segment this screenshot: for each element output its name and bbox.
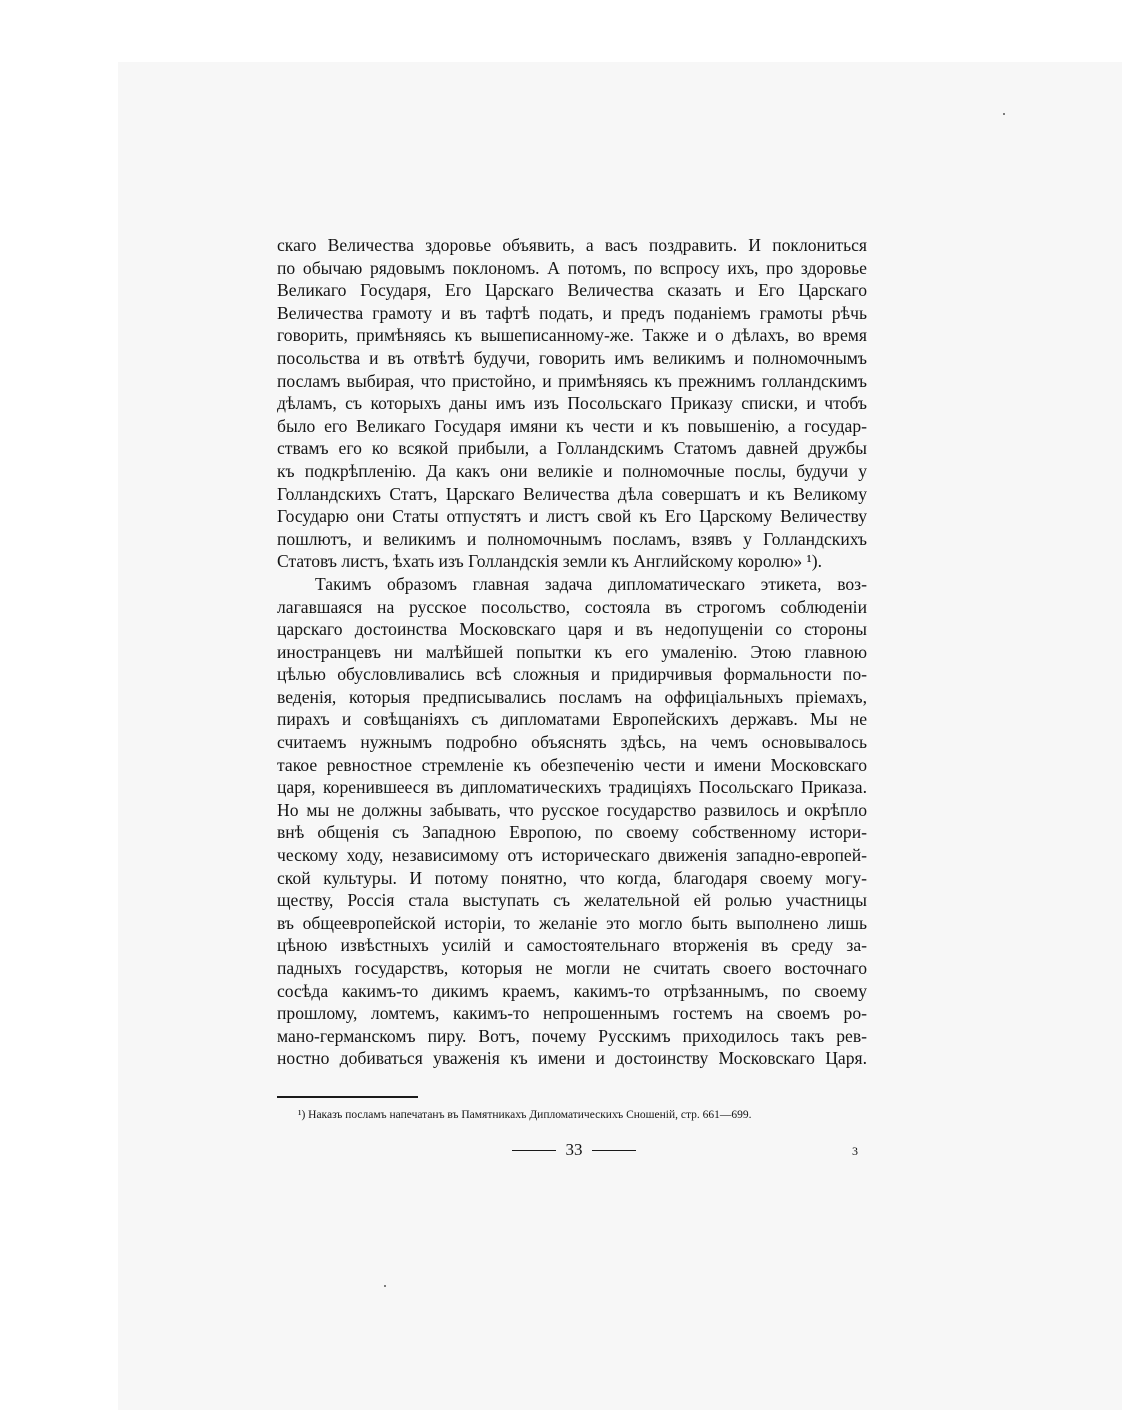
text-line: Величества грамоту и въ тафтѣ подать, и предъ поданіемъ грамоты рѣчь: [277, 302, 867, 323]
text-line: мано-германскомъ пиру. Вотъ, почему Русскимъ приходилось такъ рев-: [277, 1025, 867, 1046]
signature-mark: 3: [852, 1144, 858, 1158]
page-number-dash-left: [512, 1150, 556, 1151]
scan-speck: [1003, 113, 1005, 115]
paragraph-first-line: Такимъ образомъ главная задача дипломатическаго этикета, воз-: [315, 573, 867, 594]
text-line: Статовъ листъ, ѣхать изъ Голландскія земли къ Английскому королю» ¹).: [277, 551, 823, 572]
page-number-dash-right: [592, 1150, 636, 1151]
text-line: по обычаю рядовымъ поклономъ. А потомъ, по вспросу ихъ, про здоровье: [277, 257, 867, 278]
scan-speck: [384, 1285, 386, 1287]
text-line: дѣламъ, съ которыхъ даны имъ изъ Посольскаго Приказу списки, и чтобъ: [277, 393, 867, 414]
text-line: Голландскихъ Статъ, Царскаго Величества дѣла совершатъ и къ Великому: [277, 483, 867, 504]
text-line: сосѣда какимъ-то дикимъ краемъ, какимъ-то отрѣзаннымъ, по своему: [277, 980, 867, 1001]
footnote: ¹) Наказъ посламъ напечатанъ въ Памятникахъ Дипломатическихъ Сношеній, стр. 661—699.: [298, 1109, 752, 1121]
text-line: къ подкрѣпленію. Да какъ они великіе и полномочные послы, будучи у: [277, 460, 867, 481]
text-line: внѣ общенія съ Западною Европою, по своему собственному истори-: [277, 822, 867, 843]
text-line: Государю они Статы отпустятъ и листъ свой къ Его Царскому Величеству: [277, 506, 867, 527]
text-line: ской культуры. И потому понятно, что когда, благодаря своему могу-: [277, 867, 867, 888]
text-line: ствамъ его ко всякой прибыли, а Голландскимъ Статомъ давней дружбы: [277, 438, 867, 459]
text-line: веденія, которыя предписывались посламъ на оффиціальныхъ пріемахъ,: [277, 686, 867, 707]
text-line: ческому ходу, независимому отъ историческаго движенія западно-европей-: [277, 845, 867, 866]
text-line: цѣлью обусловливались всѣ сложныя и придирчивыя формальности по-: [277, 664, 867, 685]
page-number-block: [512, 1140, 636, 1160]
text-line: посламъ выбирая, что пристойно, и примѣняясь къ прежнимъ голландскимъ: [277, 370, 867, 391]
text-line: Но мы не должны забывать, что русское государство развилось и окрѣпло: [277, 799, 867, 820]
text-line: пошлютъ, и великимъ и полномочнымъ посламъ, взявъ у Голландскихъ: [277, 528, 867, 549]
text-line: цѣною извѣстныхъ усилій и самостоятельнаго вторженія въ среду за-: [277, 935, 867, 956]
page-number: 33: [565, 1140, 583, 1159]
text-line: царскаго достоинства Московскаго царя и въ недопущеніи со стороны: [277, 619, 867, 640]
text-line: ностно добиваться уваженія къ имени и достоинству Московскаго Царя.: [277, 1048, 867, 1069]
text-line: считаемъ нужнымъ подробно объяснять здѣсь, на чемъ основывалось: [277, 732, 867, 753]
footnote-divider: [277, 1096, 418, 1098]
text-line: лагавшаяся на русское посольство, состояла въ строгомъ соблюденіи: [277, 596, 867, 617]
text-line: скаго Величества здоровье объявить, а васъ поздравить. И поклониться: [277, 235, 867, 255]
text-line: посольства и въ отвѣтѣ будучи, говорить имъ великимъ и полномочнымъ: [277, 347, 867, 368]
text-line: прошлому, ломтемъ, какимъ-то непрошеннымъ гостемъ на своемъ ро-: [277, 1003, 867, 1024]
text-line: въ общеевропейской исторіи, то желаніе это могло быть выполнено лишь: [277, 912, 867, 933]
text-line: было его Великаго Государя имяни къ чести и къ повышенію, а государ-: [277, 415, 867, 436]
text-line: такое ревностное стремленіе къ обезпеченію чести и имени Московскаго: [277, 754, 867, 775]
text-line: Великаго Государя, Его Царскаго Величества сказать и Его Царскаго: [277, 280, 867, 301]
text-line: говорить, примѣняясь къ вышеписанному-же. Также и о дѣлахъ, во время: [277, 325, 867, 346]
text-line: ществу, Россія стала выступать съ желательной ей ролью участницы: [277, 890, 867, 911]
main-text: [277, 234, 867, 1070]
text-line: пирахъ и совѣщаніяхъ съ дипломатами Европейскихъ державъ. Мы не: [277, 709, 867, 730]
text-line: царя, коренившееся въ дипломатическихъ традиціяхъ Посольскаго Приказа.: [277, 777, 867, 798]
text-line: иностранцевъ ни малѣйшей попытки къ его умаленію. Этою главною: [277, 641, 867, 662]
text-line: падныхъ государствъ, которыя не могли не считать своего восточнаго: [277, 958, 867, 978]
